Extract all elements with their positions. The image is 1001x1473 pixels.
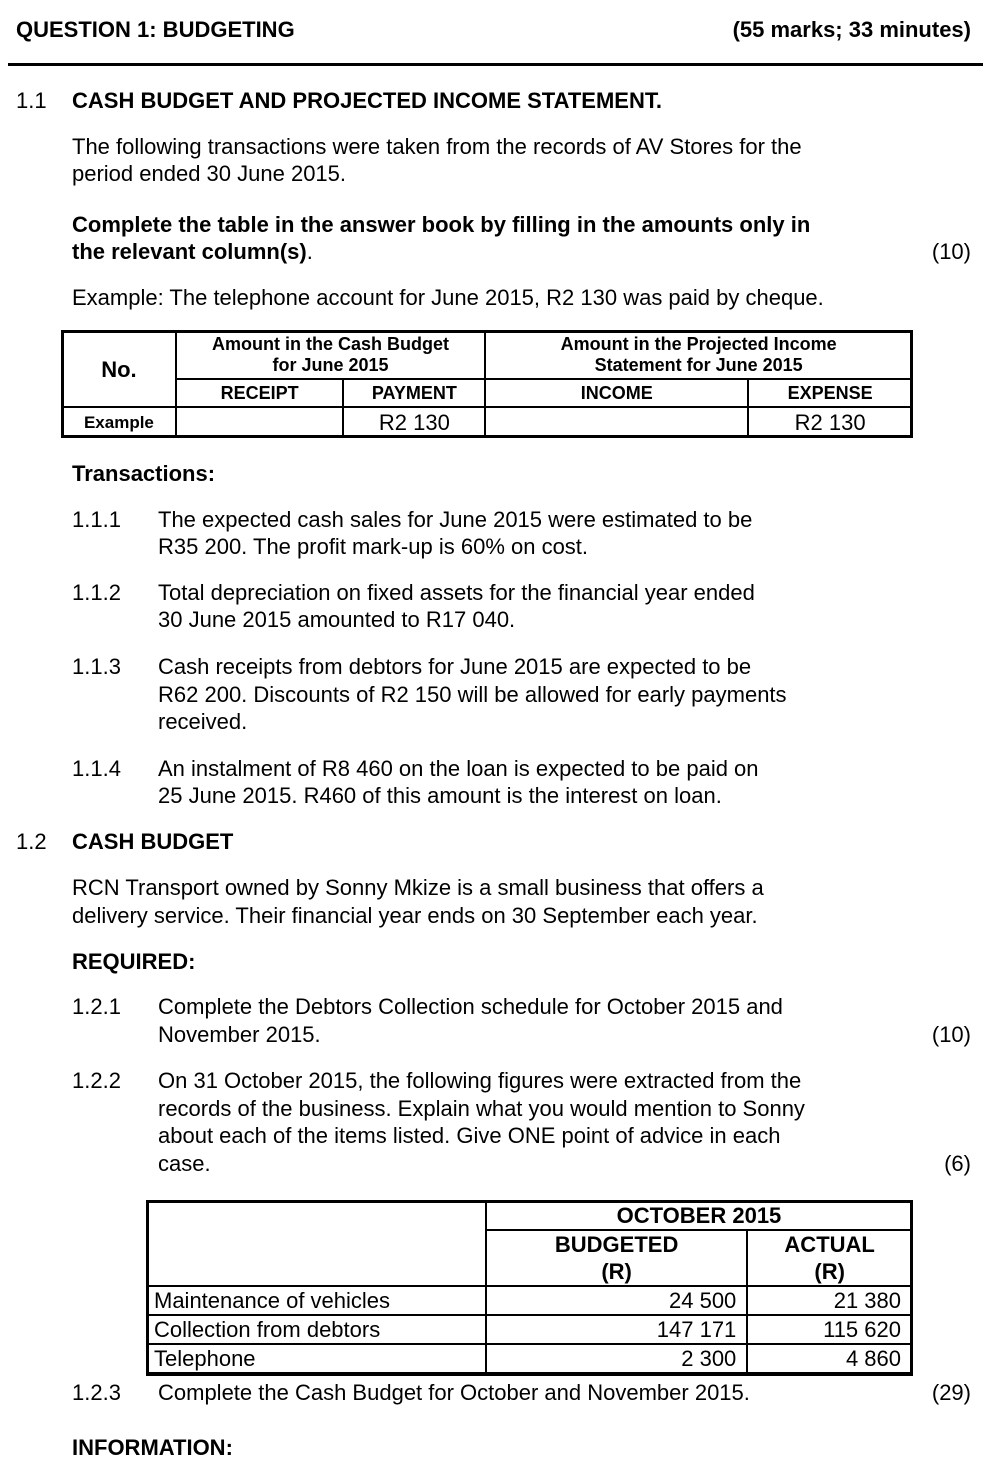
row-budgeted: 147 171 — [486, 1315, 747, 1344]
col-payment: PAYMENT — [343, 379, 485, 407]
marks-1-2-2: (6) — [944, 1151, 971, 1176]
row-budgeted: 24 500 — [486, 1286, 747, 1315]
question-text: November 2015. — [158, 1022, 321, 1047]
col-budgeted — [486, 1230, 747, 1286]
col-cash-budget — [176, 331, 485, 379]
question-text: about each of the items listed. Give ONE point of advice in each — [158, 1123, 781, 1148]
example-income — [485, 407, 748, 437]
col-actual — [747, 1230, 912, 1286]
item-number: 1.1.2 — [72, 580, 121, 605]
row-actual: 21 380 — [747, 1286, 912, 1315]
row-budgeted: 2 300 — [486, 1344, 747, 1373]
intro-line-1: The following transactions were taken from the records of AV Stores for the — [72, 134, 802, 159]
table-row — [147, 1286, 912, 1315]
question-number: 1.2.2 — [72, 1068, 121, 1093]
actual-label: ACTUAL — [784, 1232, 875, 1257]
item-text: Total depreciation on fixed assets for the financial year ended — [158, 580, 755, 605]
question-text: case. — [158, 1151, 211, 1176]
example-payment: R2 130 — [343, 407, 485, 437]
required-heading: REQUIRED: — [72, 949, 196, 974]
item-number: 1.1.4 — [72, 756, 121, 781]
budgeted-label: BUDGETED — [554, 1232, 679, 1257]
item-text: received. — [158, 709, 248, 734]
example-expense: R2 130 — [748, 407, 912, 437]
item-text: An instalment of R8 460 on the loan is expected to be paid on — [158, 756, 759, 781]
marks-1-1: (10) — [931, 239, 971, 264]
item-number: 1.1.1 — [72, 507, 121, 532]
section-title-1-2: CASH BUDGET — [72, 829, 234, 854]
answer-table — [61, 330, 913, 438]
section-number-1-1: 1.1 — [16, 88, 47, 113]
blank-header-cell — [147, 1201, 486, 1286]
cash-budget-line-1: Amount in the Cash Budget — [212, 334, 450, 354]
row-item: Telephone — [147, 1344, 486, 1373]
question-marks: (55 marks; 33 minutes) — [732, 17, 971, 42]
item-text: R35 200. The profit mark-up is 60% on cost. — [158, 534, 589, 559]
row-item: Collection from debtors — [147, 1315, 486, 1344]
month-header: OCTOBER 2015 — [486, 1201, 912, 1230]
question-text: Complete the Cash Budget for October and November 2015. — [158, 1380, 750, 1405]
budgeted-unit: (R) — [601, 1259, 632, 1284]
item-text: The expected cash sales for June 2015 were estimated to be — [158, 507, 753, 532]
item-text: R62 200. Discounts of R2 150 will be allowed for early payments — [158, 682, 787, 707]
header-divider — [8, 63, 983, 66]
question-number: 1.2.3 — [72, 1380, 121, 1405]
marks-1-2-1: (10) — [931, 1022, 971, 1047]
instruction-line-2 — [72, 239, 313, 265]
transactions-heading: Transactions: — [72, 461, 216, 486]
information-heading: INFORMATION: — [72, 1435, 233, 1460]
example-receipt — [176, 407, 344, 437]
income-statement-line-1: Amount in the Projected Income — [560, 334, 837, 354]
question-text: Complete the Debtors Collection schedule for October 2015 and — [158, 994, 783, 1019]
instruction-period: . — [306, 239, 313, 264]
item-text: 30 June 2015 amounted to R17 040. — [158, 607, 516, 632]
col-no: No. — [62, 331, 176, 407]
instruction-line-2-text: the relevant column(s) — [72, 239, 307, 264]
question-title: QUESTION 1: BUDGETING — [16, 17, 295, 42]
section-number-1-2: 1.2 — [16, 829, 47, 854]
intro-line-2: period ended 30 June 2015. — [72, 161, 347, 186]
row-actual: 4 860 — [747, 1344, 912, 1373]
question-text: records of the business. Explain what you would mention to Sonny — [158, 1096, 805, 1121]
intro-line-2: delivery service. Their financial year ends on 30 September each year. — [72, 903, 758, 928]
marks-1-2-3: (29) — [931, 1380, 971, 1405]
row-item: Maintenance of vehicles — [147, 1286, 486, 1315]
example-row-label: Example — [62, 407, 176, 437]
intro-line-1: RCN Transport owned by Sonny Mkize is a small business that offers a — [72, 875, 764, 900]
cash-budget-line-2: for June 2015 — [272, 355, 389, 375]
actual-unit: (R) — [814, 1259, 845, 1284]
item-number: 1.1.3 — [72, 654, 121, 679]
example-text: Example: The telephone account for June 2015, R2 130 was paid by cheque. — [72, 285, 824, 310]
row-actual: 115 620 — [747, 1315, 912, 1344]
section-title-1-1: CASH BUDGET AND PROJECTED INCOME STATEMENT. — [72, 88, 662, 113]
income-statement-line-2: Statement for June 2015 — [594, 355, 803, 375]
october-figures-table — [146, 1200, 913, 1374]
item-text: Cash receipts from debtors for June 2015 are expected to be — [158, 654, 752, 679]
table-row — [147, 1344, 912, 1373]
item-text: 25 June 2015. R460 of this amount is the interest on loan. — [158, 783, 722, 808]
question-number: 1.2.1 — [72, 994, 121, 1019]
instruction-line-1: Complete the table in the answer book by filling in the amounts only in — [72, 212, 811, 237]
col-expense: EXPENSE — [748, 379, 912, 407]
col-income: INCOME — [485, 379, 748, 407]
col-receipt: RECEIPT — [176, 379, 344, 407]
col-income-statement — [485, 331, 912, 379]
table-row — [147, 1315, 912, 1344]
question-text: On 31 October 2015, the following figures were extracted from the — [158, 1068, 802, 1093]
